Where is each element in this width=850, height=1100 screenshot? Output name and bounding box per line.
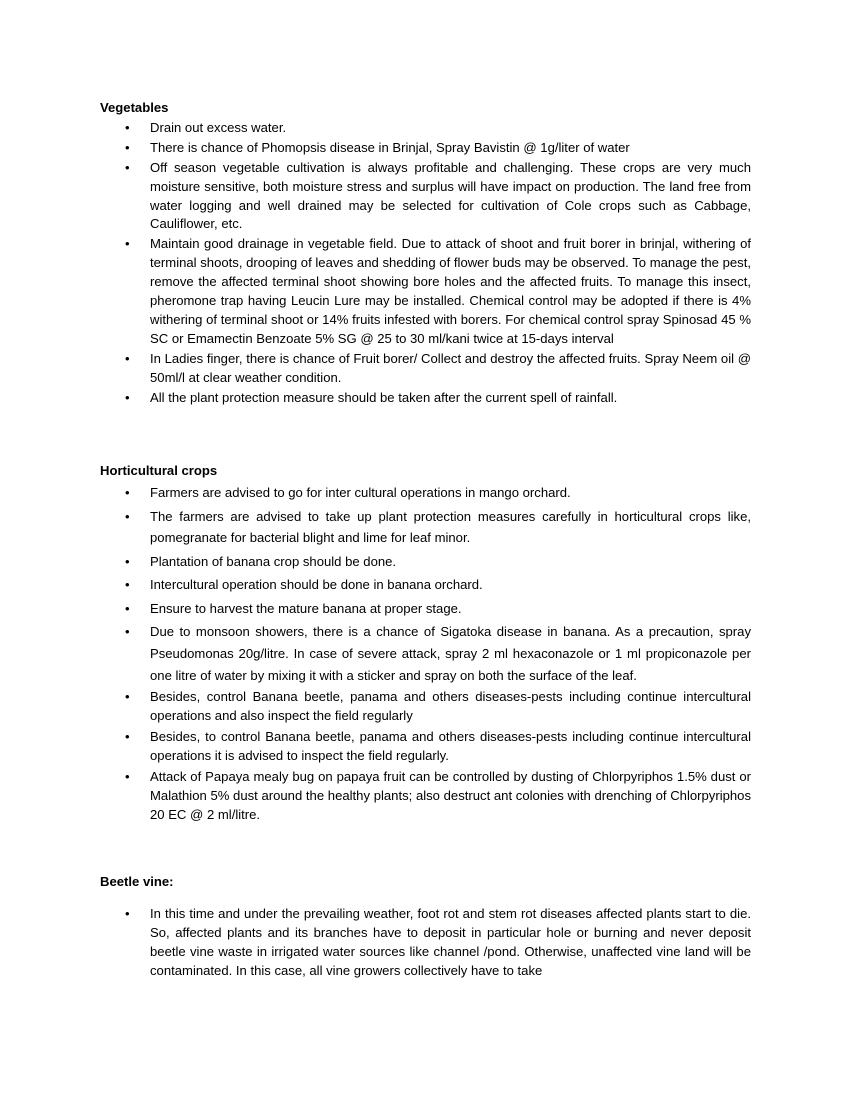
list-item: • Attack of Papaya mealy bug on papaya fruit can be controlled by dusting of Chlorpyriphos 1.5% dust or Malathion 5% dust around the healthy plants; also destruct ant colonies with drenching of Chlorpyriphos 20 EC @ 2 ml/litre. — [100, 768, 751, 825]
list-item: • All the plant protection measure should be taken after the current spell of rainfall. — [100, 389, 751, 408]
list-item: • Off season vegetable cultivation is always profitable and challenging. These crops are very much moisture sensitive, both moisture stress and surplus will have impact on production. The land free from water logging and well drained may be selected for cultivation of Cole crops such as Cabbage, Cauliflower, etc. — [100, 159, 751, 235]
list-item: • In this time and under the prevailing weather, foot rot and stem rot diseases affected plants start to die. So, affected plants and its branches have to deposit in particular hole or burning and never deposit beetle vine waste in irrigated water sources like channel /pond. Otherwise, unaffected vine land will be contaminated. In this case, all vine growers collectively have to take — [100, 905, 751, 981]
list-item: • Farmers are advised to go for inter cultural operations in mango orchard. — [100, 482, 751, 504]
vegetables-list — [100, 119, 751, 408]
list-item: • Maintain good drainage in vegetable field. Due to attack of shoot and fruit borer in brinjal, withering of terminal shoots, drooping of leaves and shedding of flower buds may be observed. To manage the pest, remove the affected terminal shoot showing bore holes and the affected fruits. To manage this insect, pheromone trap having Leucin Lure may be installed. Chemical control may be adopted if there is 4% withering of terminal shoot or 14% fruits infested with borers. For chemical control spray Spinosad 45 % SC or Emamectin Benzoate 5% SG @ 25 to 30 ml/kani twice at 15-days interval — [100, 235, 751, 348]
list-item: • In Ladies finger, there is chance of Fruit borer/ Collect and destroy the affected fruits. Spray Neem oil @ 50ml/l at clear weather condition. — [100, 350, 751, 388]
horticultural-section — [100, 462, 751, 827]
list-item: • Besides, control Banana beetle, panama and others diseases-pests including continue intercultural operations and also inspect the field regularly — [100, 688, 751, 726]
list-item: • There is chance of Phomopsis disease in Brinjal, Spray Bavistin @ 1g/liter of water — [100, 139, 751, 158]
horticultural-heading: Horticultural crops — [100, 463, 218, 478]
list-item: • Intercultural operation should be done in banana orchard. — [100, 574, 751, 596]
list-item: • The farmers are advised to take up plant protection measures carefully in horticultural crops like, pomegranate for bacterial blight and lime for leaf minor. — [100, 506, 751, 549]
list-item: • Plantation of banana crop should be done. — [100, 551, 751, 573]
beetle-vine-list — [100, 905, 751, 981]
beetle-vine-section — [100, 873, 751, 981]
list-item: • Ensure to harvest the mature banana at proper stage. — [100, 598, 751, 620]
list-item: • Drain out excess water. — [100, 119, 751, 138]
list-item: • Due to monsoon showers, there is a chance of Sigatoka disease in banana. As a precaution, spray Pseudomonas 20g/litre. In case of severe attack, spray 2 ml hexaconazole or 1 ml propiconazole per one litre of water by mixing it with a sticker and spray on both the surface of the leaf. — [100, 621, 751, 686]
vegetables-heading: Vegetables — [100, 100, 169, 115]
horticultural-list — [100, 482, 751, 825]
beetle-vine-heading: Beetle vine: — [100, 874, 174, 889]
vegetables-section — [100, 99, 751, 409]
list-item: • Besides, to control Banana beetle, panama and others diseases-pests including continue intercultural operations it is advised to inspect the field regularly. — [100, 728, 751, 766]
